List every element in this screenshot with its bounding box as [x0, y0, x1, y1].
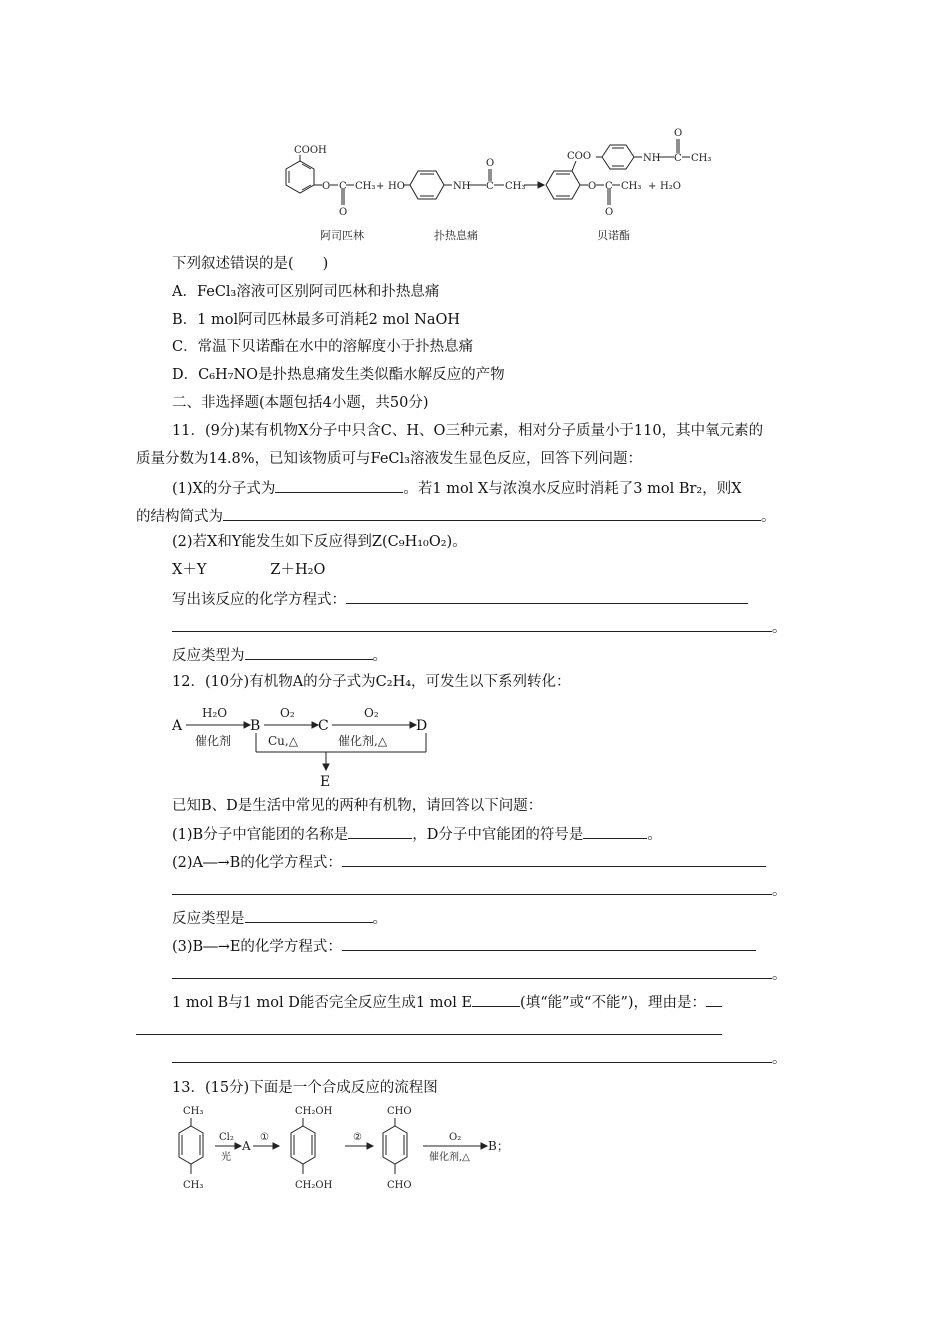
section-2-heading: 二、非选择题(本题包括4小题，共50分): [172, 395, 429, 411]
plus-sign-2: +: [648, 181, 657, 192]
plus-sign-1: +: [376, 181, 385, 192]
q11-part-1-text: 。若1 mol X与浓溴水反应时消耗了3 mol Br₂，则X: [403, 481, 742, 497]
benorilate-ch3-1-label: CH₃: [621, 181, 642, 192]
diol-ch2oh-top: CH₂OH: [295, 1106, 333, 1117]
benorilate-o1-label: O: [588, 181, 597, 192]
diol-ring: [291, 1118, 315, 1174]
scheme-C: C: [318, 718, 329, 734]
q11-structure-line: [136, 505, 776, 527]
q11-rtype-blank[interactable]: [245, 644, 373, 660]
q11-period-1: 。: [761, 509, 776, 525]
q10-stem: 下列叙述错误的是( ): [172, 256, 329, 272]
dial-ring: [383, 1118, 407, 1174]
benorilate-o3-label: O: [674, 128, 683, 139]
paracetamol-o-label: O: [486, 158, 495, 169]
xylene-ch3-top: CH₃: [183, 1106, 204, 1117]
benorilate-c2-label: C: [674, 153, 682, 164]
q11-period-3: 。: [372, 648, 387, 664]
q13-line-1: 13．(15分)下面是一个合成反应的流程图: [172, 1080, 438, 1096]
light-label: 光: [221, 1152, 231, 1163]
scheme-A: A: [172, 718, 183, 734]
q12-p4-line-2: [136, 1019, 722, 1041]
q11-equation: [172, 560, 325, 580]
q13-arrows: [215, 1143, 487, 1149]
scheme-D: D: [416, 718, 428, 734]
aspirin-c-label: C: [339, 181, 347, 192]
diol-ch2oh-bottom: CH₂OH: [295, 1180, 333, 1191]
q12-period-2: 。: [772, 883, 787, 899]
q12-part-1: [172, 823, 662, 845]
benorilate-nh-label: NH: [643, 153, 661, 164]
scheme-catalyst-1: 催化剂: [195, 734, 232, 748]
q11-part-1: [172, 477, 742, 499]
step-1-label: ①: [260, 1132, 269, 1143]
q12-period-5: 。: [772, 1051, 787, 1067]
q12-p2-label: (2)A―→B的化学方程式：: [172, 855, 342, 871]
benorilate-ch3-2-label: CH₃: [691, 153, 712, 164]
q12-reason-blank-1[interactable]: [706, 991, 722, 1007]
q11-period-2: 。: [772, 620, 787, 636]
q12-p3-blank-1[interactable]: [342, 935, 756, 951]
q12-period-3: 。: [372, 911, 387, 927]
q13-B-label: B；: [488, 1139, 509, 1153]
q12-rtype-label: 反应类型是: [172, 911, 245, 927]
q12-can-react-blank[interactable]: [472, 991, 520, 1007]
q11-eq-line-2: [172, 616, 787, 638]
q12-p4-line-3: [172, 1047, 787, 1069]
benorilate-c1-label: C: [605, 181, 613, 192]
q12-functional-group-symbol-blank[interactable]: [583, 823, 647, 839]
q12-known: 已知B、D是生活中常见的两种有机物，请回答以下问题：: [172, 798, 543, 814]
q12-p1-mid: ，D分子中官能团的符号是: [412, 827, 584, 843]
scheme-B: B: [250, 718, 261, 734]
q12-p2-blank-1[interactable]: [342, 851, 766, 867]
q11-line-2: 质量分数为14.8%，已知该物质可与FeCl₃溶液发生显色反应，回答下列问题：: [136, 451, 642, 467]
aspirin-ch3-label: CH₃: [355, 181, 376, 192]
q12-reason-blank-2[interactable]: [136, 1019, 722, 1035]
q11-rtype-label: 反应类型为: [172, 648, 245, 664]
q11-eq-left: X＋Y: [172, 562, 207, 578]
q11-part-2: (2)若X和Y能发生如下反应得到Z(C₉H₁₀O₂)。: [172, 534, 467, 550]
aspirin-cooh-label: COOH: [294, 145, 327, 156]
scheme-cu-heat: Cu,△: [268, 734, 298, 748]
q12-reaction-type: [172, 907, 387, 929]
water-label: H₂O: [660, 181, 681, 192]
benorilate-o2-label: O: [605, 207, 614, 218]
reaction-arrow: [524, 182, 544, 188]
dial-cho-bottom: CHO: [387, 1180, 412, 1191]
q13-A-label: A: [242, 1139, 251, 1153]
scheme-E: E: [320, 774, 331, 790]
q12-p4-label: 1 mol B与1 mol D能否完全反应生成1 mol E: [172, 995, 473, 1011]
q11-structure-blank[interactable]: [223, 505, 761, 521]
q11-line-1: 11．(9分)某有机物X分子中只含C、H、O三种元素，相对分子质量小于110，其中氧元素的: [172, 423, 764, 439]
benorilate-structure: [546, 139, 690, 205]
scheme-catalyst-heat: 催化剂,△: [338, 734, 388, 748]
q12-reason-blank-3[interactable]: [172, 1047, 772, 1063]
q12-conversion-scheme: [170, 700, 440, 790]
q12-p2-blank-2[interactable]: [172, 879, 772, 895]
paracetamol-c-label: C: [486, 181, 494, 192]
q11-reaction-type: [172, 644, 387, 666]
q11-write-eq: [172, 588, 748, 610]
q11-write-eq-label: 写出该反应的化学方程式：: [172, 592, 346, 608]
paracetamol-ch3-label: CH₃: [505, 181, 526, 192]
scheme-o2-2: O₂: [364, 706, 379, 720]
q10-option-a: A．FeCl₃溶液可区别阿司匹林和扑热息痛: [172, 284, 440, 300]
q12-period-4: 。: [772, 967, 787, 983]
q11-eq-blank-1[interactable]: [346, 588, 748, 604]
q12-part-2: [172, 851, 766, 873]
caption-paracetamol: 扑热息痛: [434, 229, 478, 242]
caption-aspirin: 阿司匹林: [320, 229, 364, 242]
paracetamol-nh-label: NH: [453, 181, 471, 192]
q13-synthesis-scheme: [165, 1102, 525, 1198]
q11-formula-blank[interactable]: [275, 477, 403, 493]
q11-part-1-label: (1)X的分子式为: [172, 481, 276, 497]
caption-benorilate: 贝诺酯: [597, 229, 630, 242]
q11-eq-right: Z＋H₂O: [270, 562, 326, 578]
q12-p1-label: (1)B分子中官能团的名称是: [172, 827, 349, 843]
q12-part-3: [172, 935, 756, 957]
dial-cho-top: CHO: [387, 1106, 412, 1117]
q10-option-d: D．C₆H₇NO是扑热息痛发生类似酯水解反应的产物: [172, 367, 505, 383]
q12-part-4: [172, 991, 722, 1013]
benorilate-coo-label: COO: [567, 151, 592, 162]
scheme-o2-1: O₂: [280, 706, 295, 720]
q11-structure-label: 的结构简式为: [136, 509, 223, 525]
aspirin-o-label: O: [322, 181, 331, 192]
q12-p3-line-2: [172, 963, 787, 985]
aspirin-carbonyl-o-label: O: [339, 207, 348, 218]
q11-eq-blank-2[interactable]: [172, 616, 772, 632]
xylene-ch3-bottom: CH₃: [183, 1180, 204, 1191]
aspirin-structure: [286, 155, 354, 205]
q10-option-b: B．1 mol阿司匹林最多可消耗2 mol NaOH: [172, 312, 461, 328]
q12-p3-label: (3)B―→E的化学方程式：: [172, 939, 342, 955]
xylene-ring: [179, 1118, 203, 1174]
cl2-label: Cl₂: [219, 1132, 234, 1143]
q12-period-1: 。: [647, 827, 662, 843]
q12-p4-reason: (填“能”或“不能”)，理由是：: [520, 995, 707, 1011]
catalyst-heat-label: 催化剂,△: [429, 1152, 470, 1163]
q12-line-1: 12．(10分)有机物A的分子式为C₂H₄，可发生以下系列转化：: [172, 674, 571, 690]
q12-p3-blank-2[interactable]: [172, 963, 772, 979]
benorilate-reaction-figure: [258, 125, 728, 245]
step-2-label: ②: [353, 1132, 362, 1143]
q12-functional-group-name-blank[interactable]: [348, 823, 412, 839]
q12-rtype-blank[interactable]: [245, 907, 373, 923]
q10-option-c: C．常温下贝诺酯在水中的溶解度小于扑热息痛: [172, 339, 474, 355]
paracetamol-ho-label: HO: [388, 181, 405, 192]
scheme-h2o: H₂O: [202, 706, 228, 720]
o2-label: O₂: [449, 1132, 462, 1143]
q12-p2-line-2: [172, 879, 787, 901]
